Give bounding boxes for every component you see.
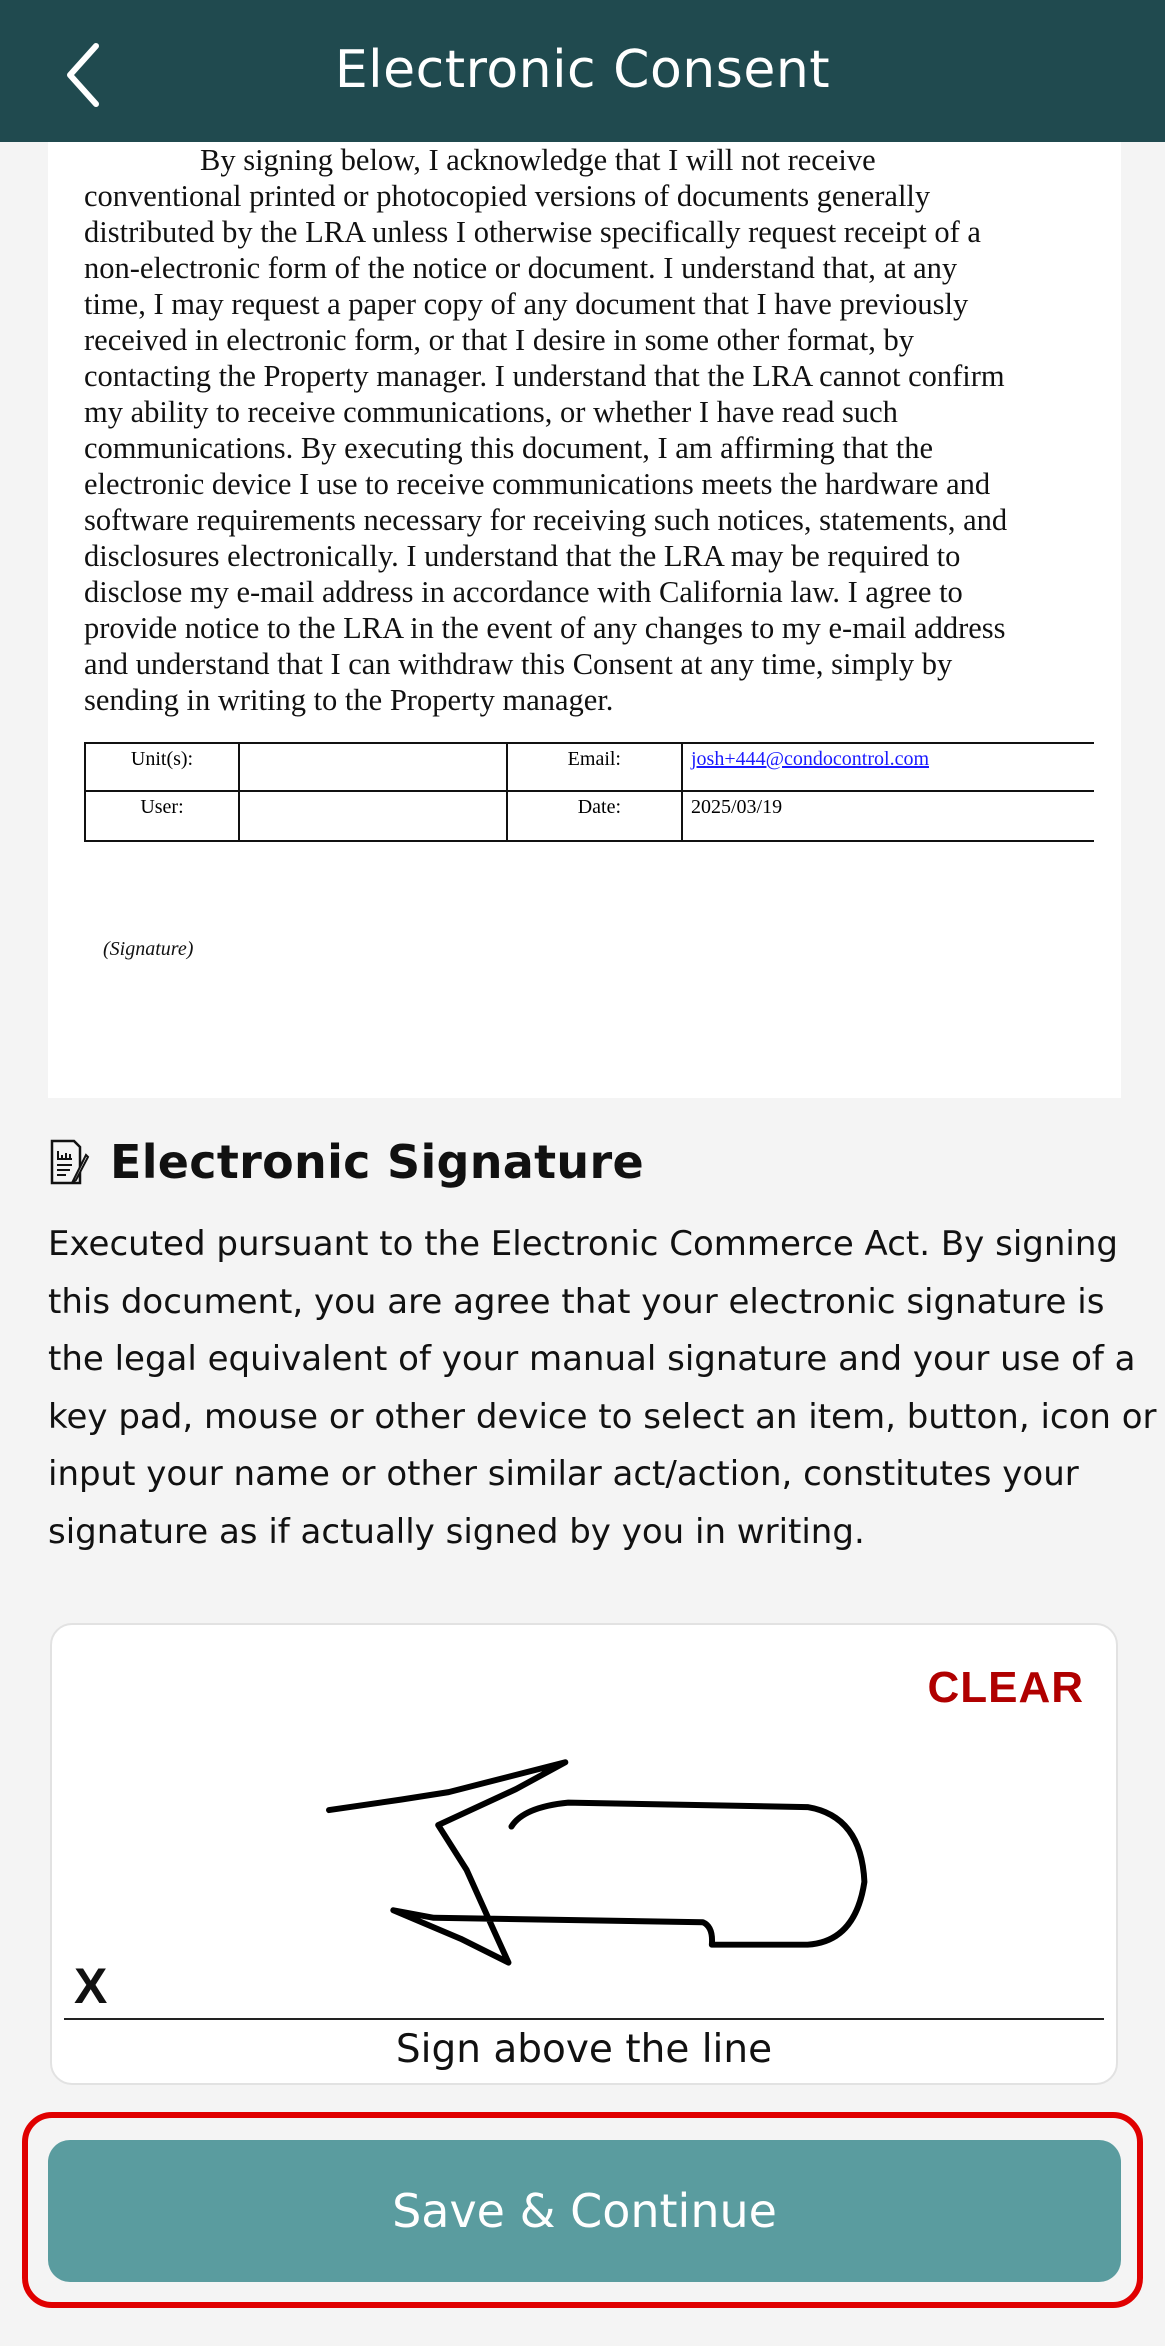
doc-line: disclose my e-mail address in accordance with California law. I agree to <box>84 575 963 609</box>
consent-info-table <box>84 742 1094 842</box>
units-value <box>239 743 507 791</box>
doc-line: By signing below, I acknowledge that I will not receive <box>200 143 876 177</box>
doc-line: conventional printed or photocopied versions of documents generally <box>84 179 931 213</box>
user-value <box>239 791 507 841</box>
doc-line: communications. By executing this document, I am affirming that the <box>84 431 934 465</box>
signature-line <box>64 2018 1104 2020</box>
document-pen-icon <box>50 1139 90 1185</box>
clear-button[interactable]: CLEAR <box>927 1663 1084 1712</box>
doc-line: electronic device I use to receive communications meets the hardware and <box>84 467 991 501</box>
consent-document[interactable] <box>48 142 1121 1098</box>
doc-line: non-electronic form of the notice or document. I understand that, at any <box>84 251 958 285</box>
page-title: Electronic Consent <box>334 40 831 100</box>
save-continue-button[interactable]: Save & Continue <box>48 2140 1121 2282</box>
para-line: the legal equivalent of your manual signature and your use of a <box>48 1339 1136 1379</box>
doc-line: contacting the Property manager. I understand that the LRA cannot confirm <box>84 359 1005 393</box>
doc-line: distributed by the LRA unless I otherwise specifically request receipt of a <box>84 215 981 249</box>
esignature-title: Electronic Signature <box>110 1135 644 1189</box>
x-mark: X <box>74 1958 108 2014</box>
email-label: Email: <box>507 743 682 791</box>
doc-line: software requirements necessary for receiving such notices, statements, and <box>84 503 1008 537</box>
doc-line: time, I may request a paper copy of any document that I have previously <box>84 287 969 321</box>
para-line: this document, you are agree that your electronic signature is <box>48 1281 1105 1322</box>
signature-pad[interactable] <box>50 1623 1118 2085</box>
consent-text <box>84 142 1007 718</box>
esignature-heading <box>50 1130 644 1194</box>
app-header <box>0 0 1165 142</box>
doc-line: sending in writing to the Property manager. <box>84 683 614 717</box>
para-line: signature as if actually signed by you in writing. <box>48 1511 865 1552</box>
doc-line: received in electronic form, or that I desire in some other format, by <box>84 323 914 357</box>
email-link[interactable]: josh+444@condocontrol.com <box>691 748 929 770</box>
para-line: key pad, mouse or other device to select an item, button, icon or <box>48 1396 1157 1437</box>
doc-line: disclosures electronically. I understand that the LRA may be required to <box>84 539 961 573</box>
doc-line: my ability to receive communications, or whether I have read such <box>84 395 898 429</box>
units-label: Unit(s): <box>85 743 239 791</box>
date-value: 2025/03/19 <box>682 791 1094 841</box>
esignature-description <box>48 1216 1157 1561</box>
date-label: Date: <box>507 791 682 841</box>
para-line: Executed pursuant to the Electronic Commerce Act. By signing <box>48 1224 1118 1264</box>
user-label: User: <box>85 791 239 841</box>
signature-caption: (Signature) <box>103 938 194 960</box>
doc-line: and understand that I can withdraw this Consent at any time, simply by <box>84 647 953 681</box>
sign-hint: Sign above the line <box>395 2027 773 2072</box>
para-line: input your name or other similar act/action, constitutes your <box>48 1454 1079 1494</box>
doc-line: provide notice to the LRA in the event of any changes to my e-mail address <box>84 611 1006 645</box>
